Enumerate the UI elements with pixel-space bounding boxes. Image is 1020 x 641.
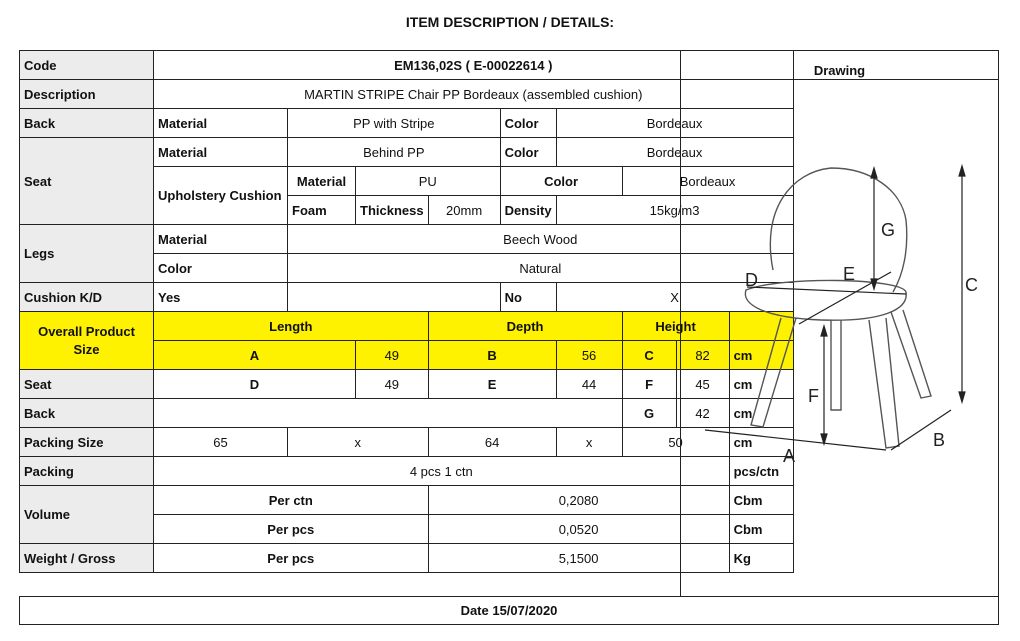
g-value: 42 [676,399,729,428]
cushion-yes: Yes [154,283,288,312]
dim-f-arrow-top [821,326,827,336]
row-overall-head [20,312,794,341]
seat-label: Seat [20,138,154,225]
packing-size-unit: cm [729,428,793,457]
spec-table [19,50,794,573]
row-packing-size [20,428,794,457]
chair-outline [745,168,931,448]
packing-length: 65 [154,428,288,457]
dim-d-line [747,287,906,294]
row-back [20,109,794,138]
thickness-value: 20mm [428,196,500,225]
page-title: ITEM DESCRIPTION / DETAILS: [405,14,615,30]
packing-label: Packing [20,457,154,486]
back-material-label: Material [154,109,288,138]
foam-label: Foam [288,196,356,225]
f-letter: F [622,370,676,399]
label-e: E [843,264,856,284]
seat-color: Bordeaux [556,138,793,167]
d-value: 49 [356,370,429,399]
dim-c-arrow-bottom [959,392,965,402]
weight-unit: Kg [729,544,793,573]
row-weight [20,544,794,573]
volume-ctn-unit: Cbm [729,486,793,515]
height-head: Height [622,312,729,341]
density-label: Density [500,196,556,225]
weight-value: 5,1500 [428,544,729,573]
packing-x2: x [556,428,622,457]
packing-height: 50 [622,428,729,457]
b-letter: B [428,341,556,370]
legs-label: Legs [20,225,154,283]
row-cushion [20,283,794,312]
description-label: Description [20,80,154,109]
density-value: 15kg/m3 [556,196,793,225]
legs-color: Natural [288,254,794,283]
seat-size-unit: cm [729,370,793,399]
back-size-unit: cm [729,399,793,428]
overall-unit: cm [729,341,793,370]
label-b: B [933,430,946,450]
back-label: Back [20,109,154,138]
seat-size-label: Seat [20,370,154,399]
dim-a-line [705,430,886,450]
seat-material: Behind PP [288,138,501,167]
row-packing [20,457,794,486]
legs-material: Beech Wood [288,225,794,254]
packing-x1: x [288,428,429,457]
f-value: 45 [676,370,729,399]
uph-material-label: Material [288,167,356,196]
uph-material: PU [356,167,501,196]
c-letter: C [622,341,676,370]
weight-label: Weight / Gross [20,544,154,573]
back-material: PP with Stripe [288,109,501,138]
weight-per-pcs: Per pcs [154,544,429,573]
legs-material-label: Material [154,225,288,254]
packing-size-label: Packing Size [20,428,154,457]
chair-leg-front-left [751,318,796,427]
c-value: 82 [676,341,729,370]
description-value: MARTIN STRIPE Chair PP Bordeaux (assembled cushion) [154,80,794,109]
chair-leg-back-left [831,320,841,410]
overall-label: Overall Product Size [20,312,154,370]
packing-width: 64 [428,428,556,457]
cushion-no: No [500,283,556,312]
g-letter: G [622,399,676,428]
back-color: Bordeaux [556,109,793,138]
row-volume-ctn [20,486,794,515]
volume-per-pcs: Per pcs [154,515,429,544]
chair-leg-front-right [869,318,899,448]
back-size-blank [154,399,623,428]
upholstery-label: Upholstery Cushion [154,167,288,225]
legs-color-label: Color [154,254,288,283]
back-size-label: Back [20,399,154,428]
b-value: 56 [556,341,622,370]
uph-color: Bordeaux [622,167,793,196]
label-d: D [745,270,758,290]
dimension-lines [705,166,965,450]
volume-ctn-value: 0,2080 [428,486,729,515]
volume-per-ctn: Per ctn [154,486,429,515]
label-f: F [808,386,819,406]
code-value: EM136,02S ( E-00022614 ) [154,51,794,80]
dim-g-arrow-top [871,168,877,178]
label-g: G [881,220,896,240]
a-value: 49 [356,341,429,370]
seat-color-label: Color [500,138,556,167]
drawing-box [680,79,999,597]
cushion-blank [288,283,501,312]
code-label: Code [20,51,154,80]
label-a: A [783,446,796,466]
thickness-label: Thickness [356,196,429,225]
depth-head: Depth [428,312,622,341]
footer-date: Date 15/07/2020 [19,596,999,625]
chair-seat [745,280,906,320]
uph-color-label: Color [500,167,622,196]
row-legs-material [20,225,794,254]
back-color-label: Color [500,109,556,138]
row-seat-material [20,138,794,167]
e-value: 44 [556,370,622,399]
packing-value: 4 pcs 1 ctn [154,457,730,486]
dim-c-arrow-top [959,166,965,176]
length-head: Length [154,312,429,341]
row-seat-size [20,370,794,399]
chair-drawing [681,80,998,596]
seat-material-label: Material [154,138,288,167]
row-back-size [20,399,794,428]
row-code [20,51,794,80]
d-letter: D [154,370,356,399]
volume-pcs-value: 0,0520 [428,515,729,544]
volume-pcs-unit: Cbm [729,515,793,544]
chair-leg-back-right [891,310,931,398]
packing-unit: pcs/ctn [729,457,793,486]
a-letter: A [154,341,356,370]
cushion-mark: X [556,283,793,312]
volume-label: Volume [20,486,154,544]
label-c: C [965,275,978,295]
e-letter: E [428,370,556,399]
cushion-label: Cushion K/D [20,283,154,312]
dimension-labels [745,220,978,466]
row-description [20,80,794,109]
drawing-header: Drawing [680,50,999,80]
